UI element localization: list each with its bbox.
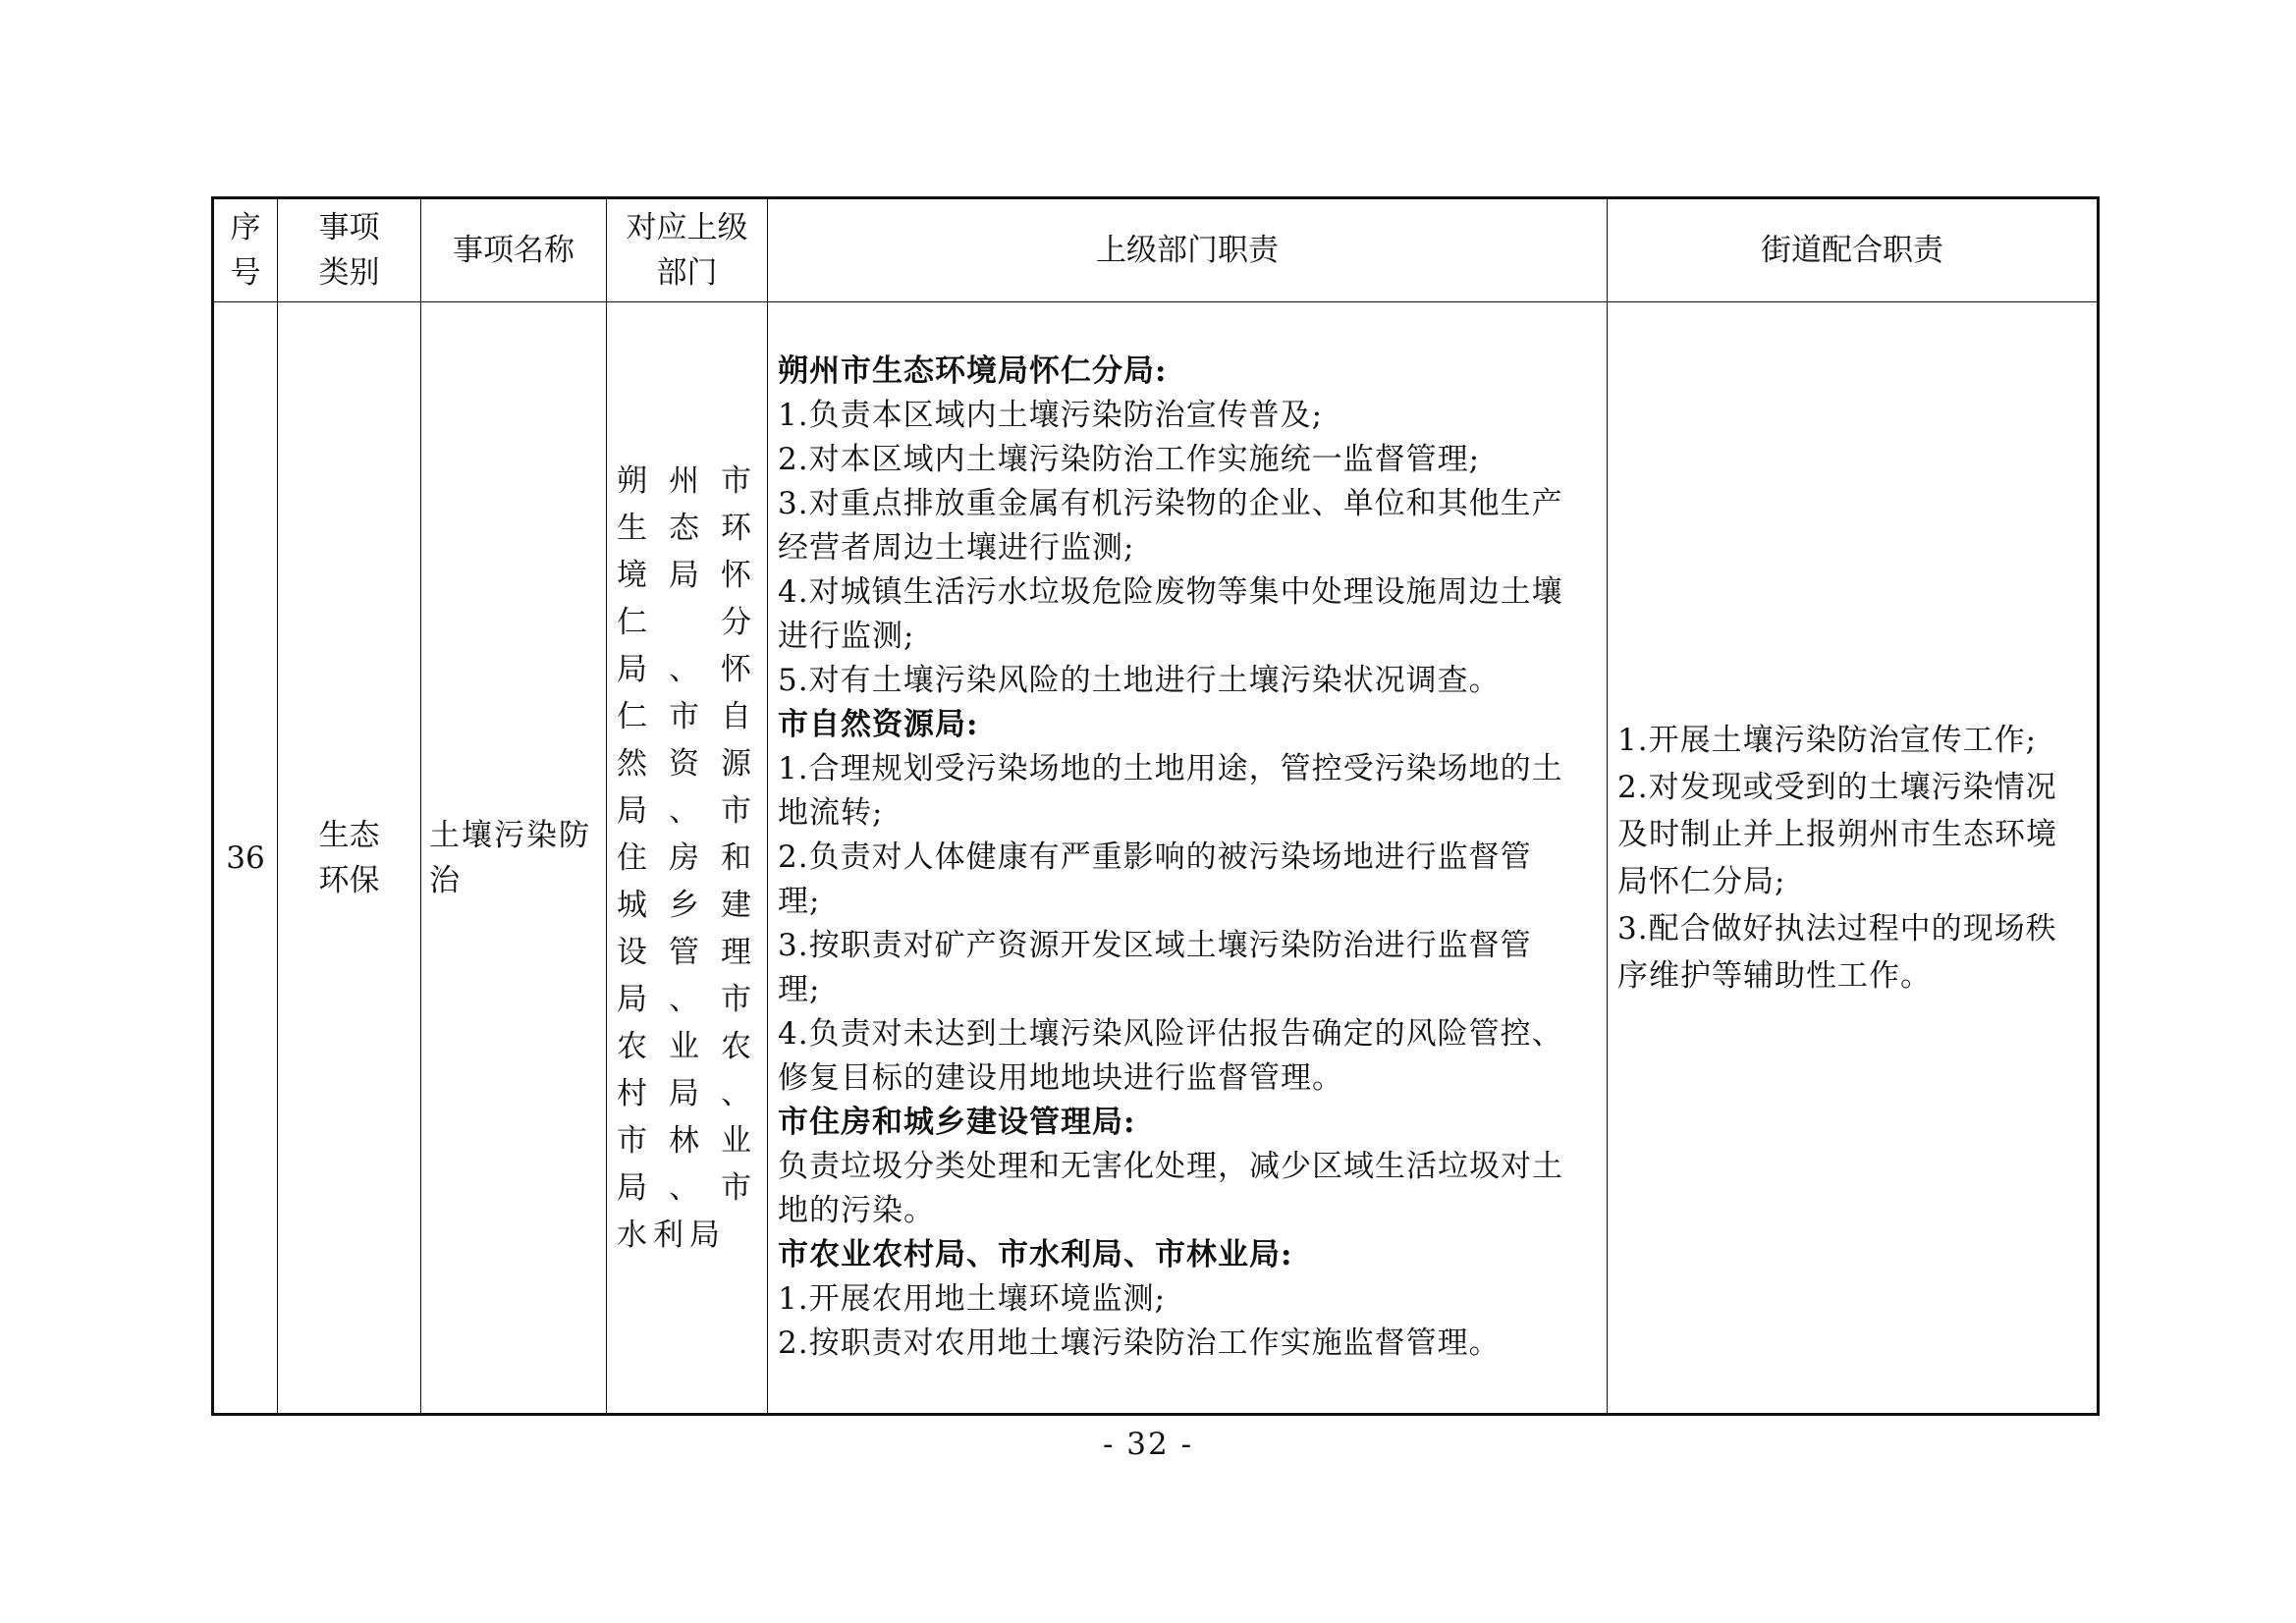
street-duty-line: 及时制止并上报朔州市生态环境 xyxy=(1617,816,2057,852)
duty-line: 理; xyxy=(778,972,821,1007)
duty-line: 1.负责本区域内土壤污染防治宣传普及; xyxy=(778,398,1324,433)
duty-line: 5.对有土壤污染风险的土地进行土壤污染状况调查。 xyxy=(778,663,1501,698)
duty-line: 3.对重点排放重金属有机污染物的企业、单位和其他生产 xyxy=(778,486,1563,521)
page-number: - 32 - xyxy=(1102,1427,1194,1462)
responsibility-table xyxy=(211,196,2100,1416)
duty-line: 2.负责对人体健康有严重影响的被污染场地进行监督管 xyxy=(778,839,1532,875)
duty-line: 经营者周边土壤进行监测; xyxy=(778,530,1135,566)
duty-line: 1.开展农用地土壤环境监测; xyxy=(778,1281,1167,1317)
section-title: 市自然资源局: xyxy=(778,707,979,742)
duty-line: 负责垃圾分类处理和无害化处理，减少区域生活垃圾对土 xyxy=(778,1149,1563,1184)
duty-line: 进行监测; xyxy=(778,619,915,654)
street-duty-line: 局怀仁分局; xyxy=(1617,863,1786,899)
row-street-duty xyxy=(1608,302,2099,1415)
header-item-name: 事项名称 xyxy=(421,198,607,302)
row-superior-dept: 朔州市生态环境局怀仁分局、怀仁市自然资源局、市住房和城乡建设管理局、市农业农村局、市林业局、市水利局 xyxy=(607,302,768,1415)
row-item-name: 土壤污染防治 xyxy=(421,302,607,1415)
street-duty-line: 3.配合做好执法过程中的现场秩 xyxy=(1617,910,2057,947)
section-title: 市住房和城乡建设管理局: xyxy=(778,1105,1136,1140)
table-header-row xyxy=(213,198,2099,302)
duty-line: 修复目标的建设用地地块进行监督管理。 xyxy=(778,1060,1343,1096)
header-street-duty: 街道配合职责 xyxy=(1608,198,2099,302)
header-index: 序号 xyxy=(213,198,278,302)
duty-line: 3.按职责对矿产资源开发区域土壤污染防治进行监督管 xyxy=(778,928,1532,963)
duty-line: 1.合理规划受污染场地的土地用途，管控受污染场地的土 xyxy=(778,751,1563,786)
street-duty-line: 2.对发现或受到的土壤污染情况 xyxy=(1617,769,2057,805)
row-superior-duty xyxy=(768,302,1608,1415)
superior-duty-text xyxy=(778,350,1597,1366)
street-duty-line: 1.开展土壤污染防治宣传工作; xyxy=(1617,722,2038,758)
header-category: 事项类别 xyxy=(278,198,421,302)
duty-line: 4.对城镇生活污水垃圾危险废物等集中处理设施周边土壤 xyxy=(778,574,1563,610)
duty-line: 2.按职责对农用地土壤污染防治工作实施监督管理。 xyxy=(778,1325,1501,1361)
header-superior-duty: 上级部门职责 xyxy=(768,198,1608,302)
row-category: 生态环保 xyxy=(278,302,421,1415)
row-index: 36 xyxy=(213,302,278,1415)
section-title: 朔州市生态环境局怀仁分局: xyxy=(778,353,1168,389)
street-duty-text xyxy=(1617,717,2087,1000)
street-duty-line: 序维护等辅助性工作。 xyxy=(1617,957,1932,994)
header-superior-dept: 对应上级部门 xyxy=(607,198,768,302)
duty-line: 4.负责对未达到土壤污染风险评估报告确定的风险管控、 xyxy=(778,1016,1563,1052)
duty-line: 地流转; xyxy=(778,795,884,831)
table-row xyxy=(213,302,2099,1415)
duty-line: 地的污染。 xyxy=(778,1193,935,1228)
duty-line: 2.对本区域内土壤污染防治工作实施统一监督管理; xyxy=(778,442,1481,477)
section-title: 市农业农村局、市水利局、市林业局: xyxy=(778,1237,1293,1272)
duty-line: 理; xyxy=(778,884,821,919)
